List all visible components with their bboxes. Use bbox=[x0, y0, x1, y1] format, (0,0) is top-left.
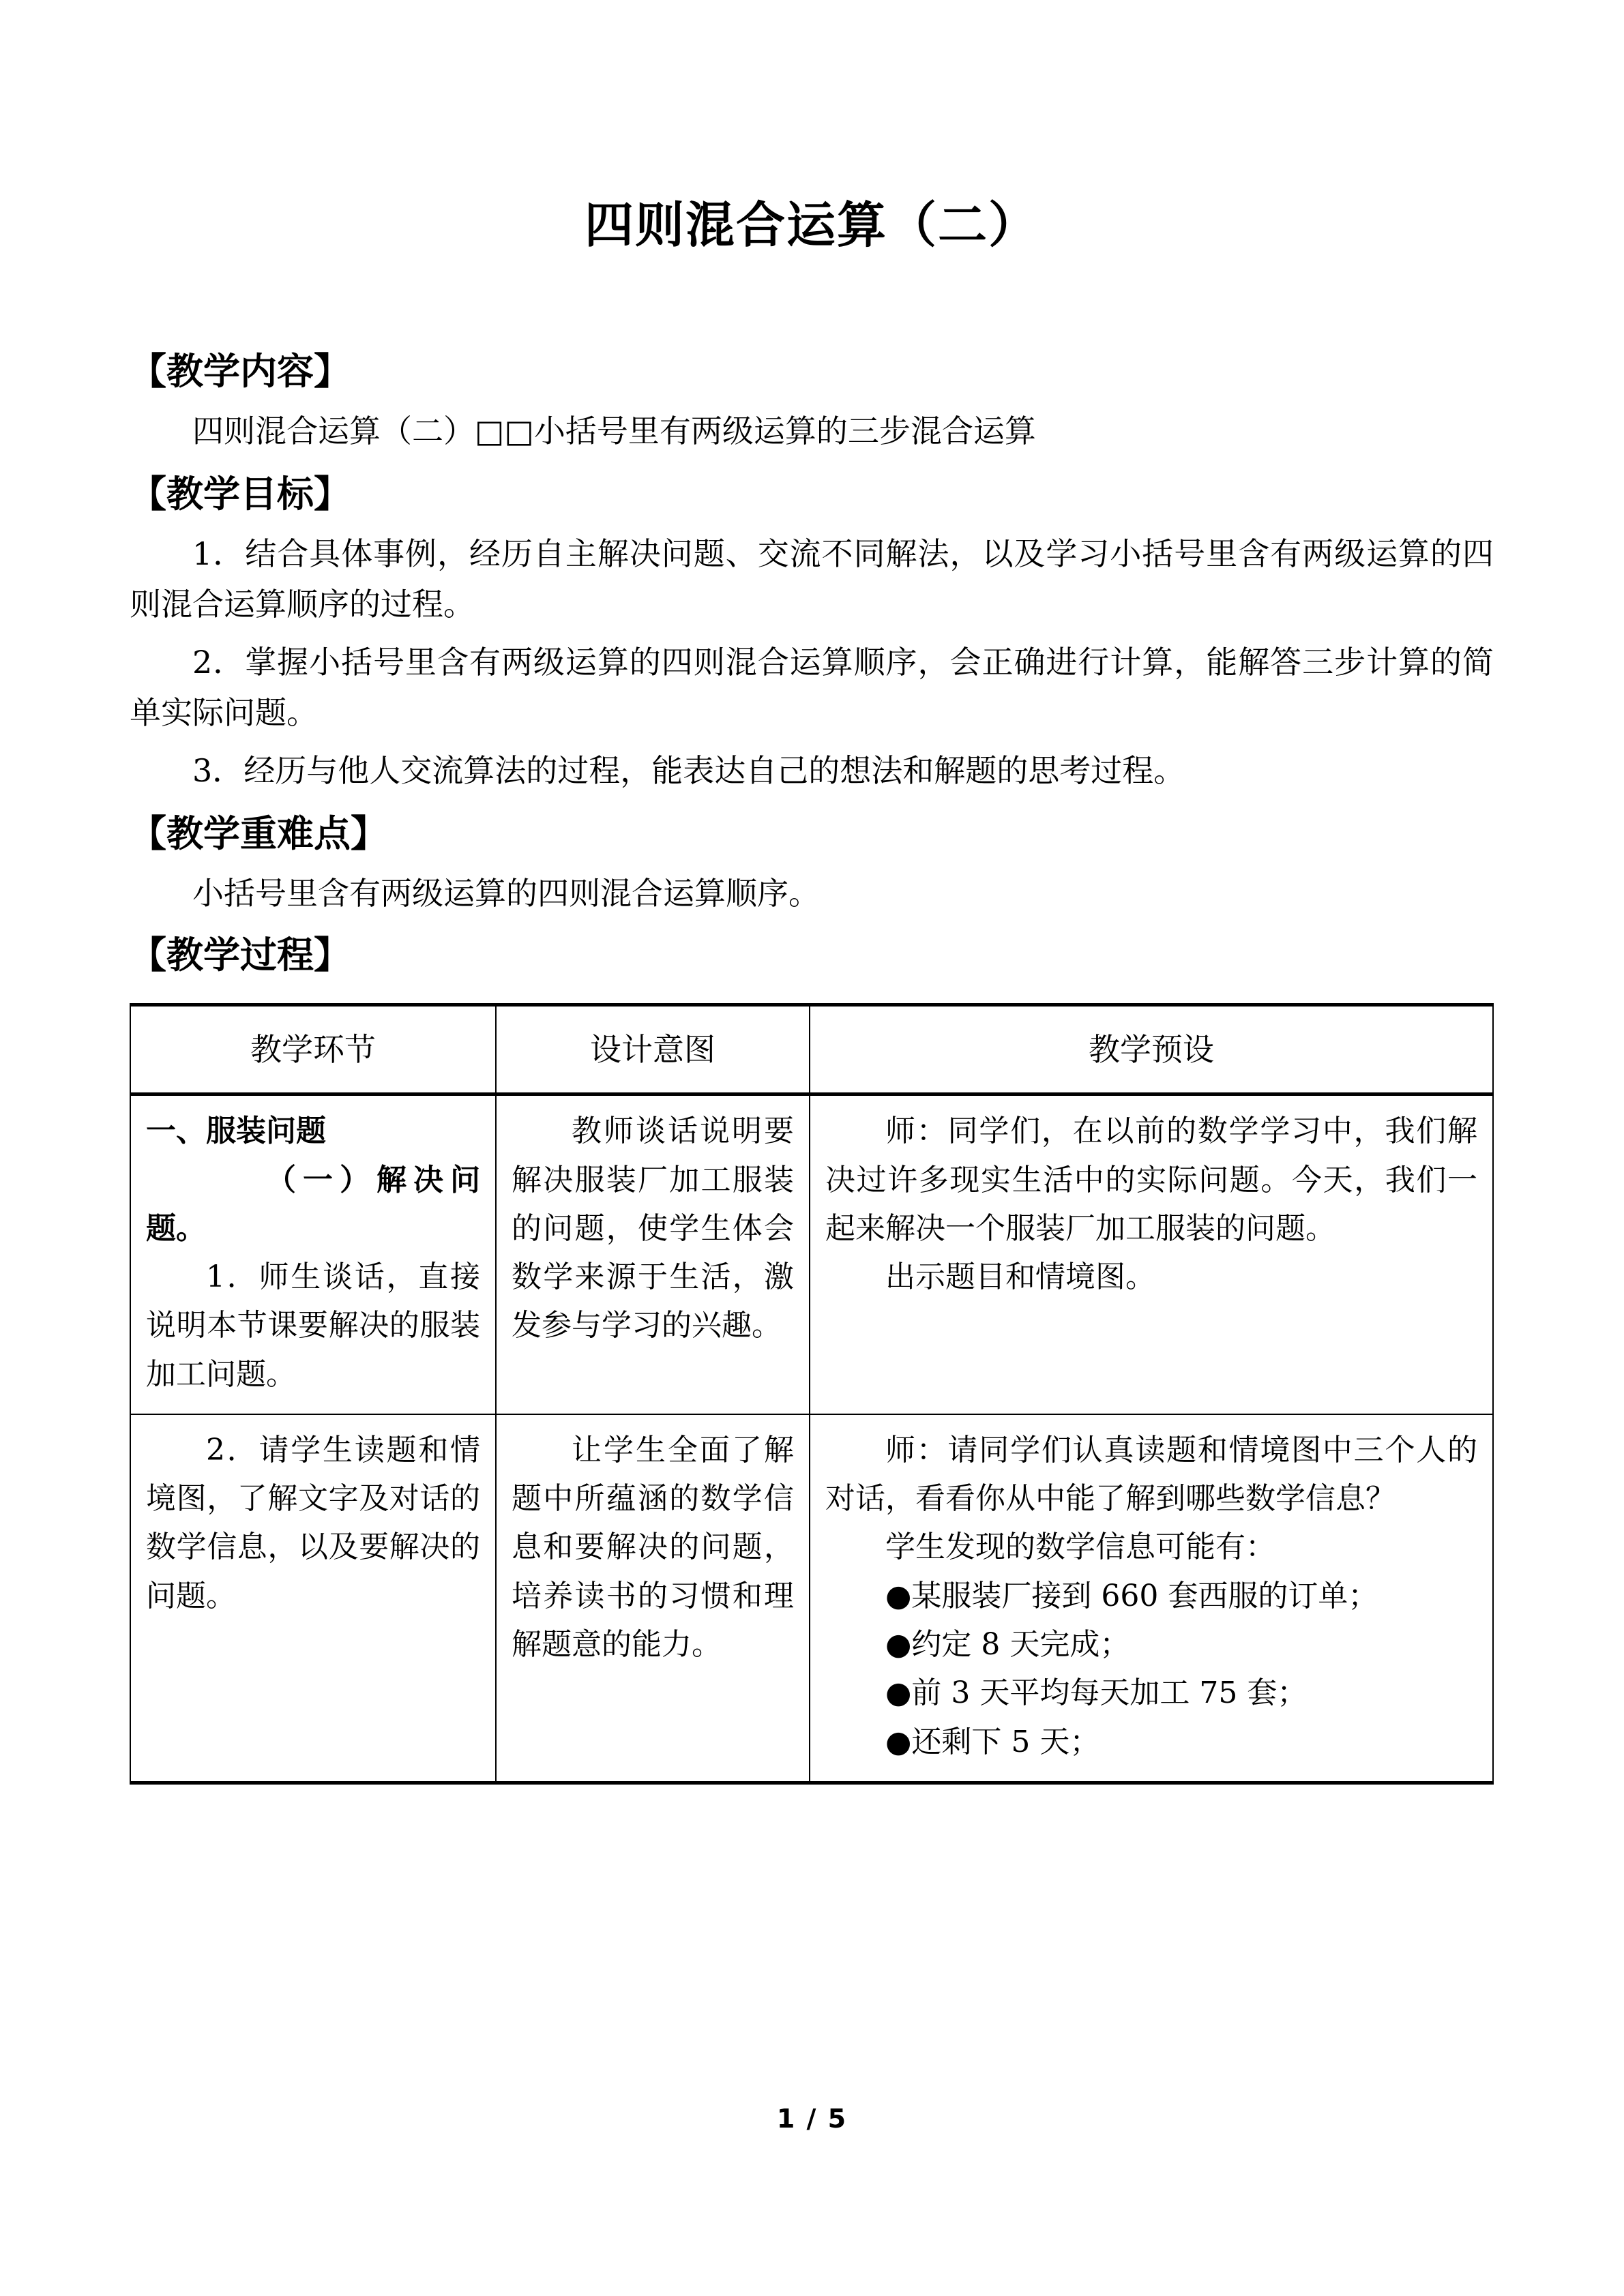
table-header-intent: 设计意图 bbox=[496, 1004, 810, 1094]
table-row bbox=[130, 1094, 1493, 1414]
section-heading-key-difficulty: 【教学重难点】 bbox=[130, 811, 387, 856]
section-heading-teaching-goals: 【教学目标】 bbox=[130, 472, 351, 516]
table-header-row bbox=[130, 1004, 1493, 1094]
expectation-2-bullet-2: ●约定 8 天完成； bbox=[885, 1626, 1130, 1662]
cell-expectation-2 bbox=[810, 1414, 1493, 1783]
page-title: 四则混合运算（二） bbox=[584, 196, 1039, 254]
stage-2-step-2: 2．请学生读题和情境图，了解文字及对话的数学信息，以及要解决的问题。 bbox=[146, 1432, 480, 1613]
teaching-goal-item-1: 1．结合具体事例，经历自主解决问题、交流不同解法，以及学习小括号里含有两级运算的四则混合运算顺序的过程。 bbox=[130, 535, 1494, 623]
table-header-expectation: 教学预设 bbox=[810, 1004, 1493, 1094]
page-content bbox=[130, 0, 1494, 1785]
expectation-1-action: 出示题目和情境图。 bbox=[885, 1259, 1155, 1295]
teaching-content-body: 四则混合运算（二）□□小括号里有两级运算的三步混合运算 bbox=[192, 412, 1036, 449]
expectation-2-lead-in: 学生发现的数学信息可能有： bbox=[885, 1530, 1275, 1565]
expectation-2-bullet-4: ●还剩下 5 天； bbox=[885, 1724, 1100, 1759]
expectation-1-teacher-speech: 师：同学们，在以前的数学学习中，我们解决过许多现实生活中的实际问题。今天，我们一起来解决一个服装厂加工服装的问题。 bbox=[825, 1114, 1477, 1246]
expectation-2-bullet-1: ●某服装厂接到 660 套西服的订单； bbox=[885, 1578, 1378, 1613]
cell-intent-1 bbox=[496, 1094, 810, 1414]
section-heading-teaching-content: 【教学内容】 bbox=[130, 349, 351, 393]
expectation-2-bullet-3: ●前 3 天平均每天加工 75 套； bbox=[885, 1675, 1308, 1711]
stage-1-title: 一、服装问题 bbox=[146, 1114, 326, 1149]
section-heading-teaching-process: 【教学过程】 bbox=[130, 933, 351, 977]
intent-1-text: 教师谈话说明要解决服装厂加工服装的问题，使学生体会数学来源于生活，激发参与学习的兴趣。 bbox=[512, 1114, 794, 1343]
cell-stage-2 bbox=[130, 1414, 496, 1783]
page-number-footer: 1 / 5 bbox=[776, 2104, 848, 2134]
stage-1-step-1: 1．师生谈话，直接说明本节课要解决的服装加工问题。 bbox=[146, 1259, 480, 1392]
cell-intent-2 bbox=[496, 1414, 810, 1783]
cell-expectation-1 bbox=[810, 1094, 1493, 1414]
teaching-goal-item-3: 3．经历与他人交流算法的过程，能表达自己的想法和解题的思考过程。 bbox=[192, 751, 1185, 789]
intent-2-text: 让学生全面了解题中所蕴涵的数学信息和要解决的问题，培养读书的习惯和理解题意的能力。 bbox=[512, 1432, 794, 1662]
cell-stage-1 bbox=[130, 1094, 496, 1414]
stage-1-subtitle: （一）解决问题。 bbox=[146, 1162, 480, 1246]
key-difficulty-body: 小括号里含有两级运算的四则混合运算顺序。 bbox=[192, 874, 820, 912]
teaching-goal-item-2: 2．掌握小括号里含有两级运算的四则混合运算顺序，会正确进行计算，能解答三步计算的简单实际问题。 bbox=[130, 643, 1494, 732]
teaching-process-table bbox=[130, 1003, 1494, 1785]
expectation-2-teacher-question: 师：请同学们认真读题和情境图中三个人的对话，看看你从中能了解到哪些数学信息？ bbox=[825, 1432, 1477, 1517]
table-row bbox=[130, 1414, 1493, 1783]
table-header-stage: 教学环节 bbox=[130, 1004, 496, 1094]
